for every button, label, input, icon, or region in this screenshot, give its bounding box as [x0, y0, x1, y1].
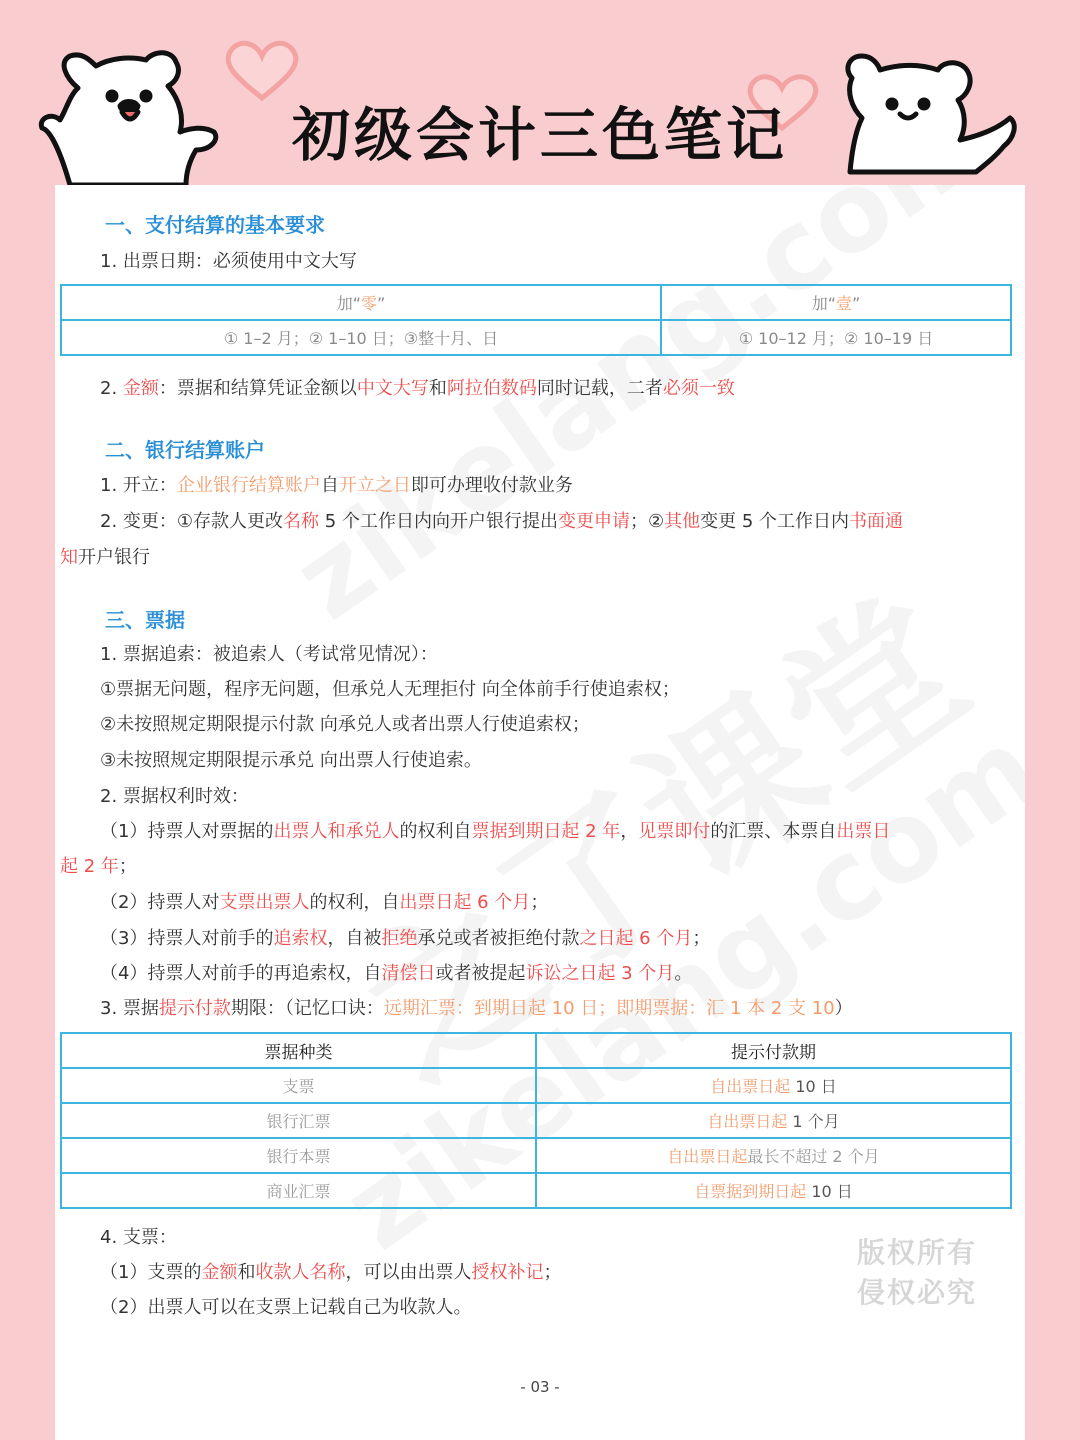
section-heading: 二、银行结算账户	[105, 438, 265, 462]
text-line: 1. 开立：企业银行结算账户自开立之日即可办理收付款业务	[100, 475, 573, 496]
table-row	[61, 1173, 1011, 1208]
page-title: 初级会计三色笔记	[291, 101, 788, 169]
table-row	[61, 1138, 1011, 1173]
table-cell: ① 10–12 月；② 10–19 日	[661, 320, 1011, 355]
text-line: 1. 出票日期：必须使用中文大写	[100, 251, 357, 272]
table-cell: 银行本票	[61, 1138, 536, 1173]
table-cell: 支票	[61, 1068, 536, 1103]
table-cell: 自出票日起最长不超过 2 个月	[536, 1138, 1011, 1173]
table-cell: 自出票日起 10 日	[536, 1068, 1011, 1103]
text-line: 2. 票据权利时效：	[100, 786, 249, 807]
text-line: （2）持票人对支票出票人的权利，自出票日起 6 个月；	[100, 892, 549, 913]
text-line: 2. 金额：票据和结算凭证金额以中文大写和阿拉伯数码同时记载，二者必须一致	[100, 378, 735, 399]
date-table	[60, 284, 1012, 356]
page-number: - 03 -	[520, 1378, 560, 1396]
text-line: （1）支票的金额和收款人名称，可以由出票人授权补记；	[100, 1262, 562, 1283]
copyright-stamp: 版权所有 侵权必究	[857, 1236, 978, 1309]
note-page	[55, 185, 1025, 1440]
payment-period-table	[60, 1032, 1012, 1209]
text-line: （4）持票人对前手的再追索权，自清偿日或者被提起诉讼之日起 3 个月。	[100, 963, 693, 984]
text-line: 1. 票据追索：被追索人（考试常见情况）：	[100, 644, 438, 665]
section-heading: 一、支付结算的基本要求	[105, 213, 325, 237]
table-header-cell: 加“零”	[61, 285, 661, 320]
table-cell: 银行汇票	[61, 1103, 536, 1138]
section-heading: 三、票据	[105, 608, 185, 632]
text-line: ①票据无问题，程序无问题，但承兑人无理拒付 向全体前手行使追索权；	[100, 679, 680, 700]
table-cell: 自票据到期日起 10 日	[536, 1173, 1011, 1208]
table-header-cell: 提示付款期	[536, 1033, 1011, 1068]
text-line: 3. 票据提示付款期限：（记忆口诀：远期汇票：到期日起 10 日；即期票据：汇 1 本 2 支 10）	[100, 998, 853, 1019]
table-cell: ① 1–2 月；② 1–10 日；③整十月、日	[61, 320, 661, 355]
table-header-row	[61, 1033, 1011, 1068]
table-header-cell: 加“壹”	[661, 285, 1011, 320]
table-cell: 自出票日起 1 个月	[536, 1103, 1011, 1138]
text-line: （2）出票人可以在支票上记载自己为收款人。	[100, 1297, 472, 1318]
table-cell: 商业汇票	[61, 1173, 536, 1208]
text-line: 知开户银行	[60, 547, 150, 568]
text-line: 起 2 年；	[60, 856, 137, 877]
text-line: ③未按照规定期限提示承兑 向出票人行使追索。	[100, 750, 482, 771]
text-line: ②未按照规定期限提示付款 向承兑人或者出票人行使追索权；	[100, 714, 590, 735]
table-row	[61, 1068, 1011, 1103]
text-line: （3）持票人对前手的追索权，自被拒绝承兑或者被拒绝付款之日起 6 个月；	[100, 928, 711, 949]
text-line: 4. 支票：	[100, 1227, 177, 1248]
watermark	[272, 185, 1011, 644]
table-row	[61, 1103, 1011, 1138]
text-line: 2. 变更：①存款人更改名称 5 个工作日内向开户银行提出变更申请；②其他变更 5 个工作日内书面通	[100, 511, 903, 532]
text-line: （1）持票人对票据的出票人和承兑人的权利自票据到期日起 2 年，见票即付的汇票、本票自出票日	[100, 821, 891, 842]
table-header-cell: 票据种类	[61, 1033, 536, 1068]
